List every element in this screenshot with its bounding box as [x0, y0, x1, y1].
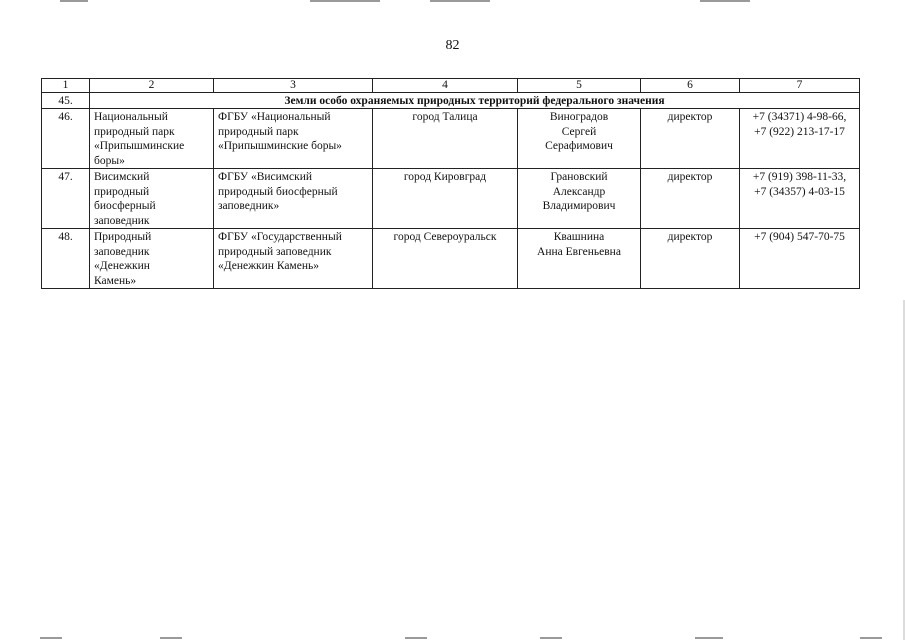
head-name-line: Анна Евгеньевна — [537, 245, 621, 258]
phone-numbers-line: +7 (919) 398-11-33, — [752, 171, 847, 183]
scan-artifact — [60, 0, 88, 2]
protected-areas-table — [41, 78, 860, 289]
scan-artifact — [430, 0, 490, 2]
organization-name-line: природный парк — [218, 125, 299, 138]
position: директор — [641, 229, 740, 289]
scan-artifact — [860, 637, 882, 639]
column-number: 5 — [518, 79, 641, 93]
column-number: 3 — [214, 79, 373, 93]
phone-numbers-line: +7 (922) 213-17-17 — [754, 125, 845, 138]
organization-name — [214, 109, 373, 169]
column-number: 7 — [740, 79, 860, 93]
location: город Североуральск — [373, 229, 518, 289]
head-name — [518, 229, 641, 289]
scan-artifact — [310, 0, 380, 2]
organization-name-line: заповедник» — [218, 200, 280, 212]
organization-name-line: ФГБУ «Государственный — [218, 231, 342, 243]
phone-numbers-line: +7 (34371) 4-98-66, — [752, 111, 847, 123]
section-row — [42, 93, 860, 109]
area-name-line: биосферный — [94, 200, 156, 212]
column-number: 2 — [90, 79, 214, 93]
head-name-line: Серафимович — [545, 140, 613, 152]
organization-name — [214, 169, 373, 229]
head-name-line: Виноградов — [549, 111, 609, 123]
section-number: 45. — [42, 93, 90, 109]
row-number: 47. — [42, 169, 90, 229]
area-name-line: природный — [94, 185, 150, 198]
area-name-line: природный парк — [94, 125, 175, 138]
organization-name-line: «Припышминские боры» — [218, 140, 342, 152]
phone-numbers-line: +7 (34357) 4-03-15 — [754, 185, 845, 198]
phone-numbers — [740, 229, 860, 289]
location: город Кировград — [373, 169, 518, 229]
organization-name — [214, 229, 373, 289]
position: директор — [641, 169, 740, 229]
area-name-line: заповедник — [94, 245, 150, 258]
organization-name-line: природный биосферный — [218, 185, 338, 198]
column-number: 6 — [641, 79, 740, 93]
column-number: 1 — [42, 79, 90, 93]
position: директор — [641, 109, 740, 169]
row-number: 46. — [42, 109, 90, 169]
table-body — [42, 109, 860, 289]
phone-numbers — [740, 109, 860, 169]
area-name-line: заповедник — [94, 214, 150, 227]
row-number: 48. — [42, 229, 90, 289]
head-name — [518, 109, 641, 169]
area-name-line: боры» — [94, 154, 125, 167]
area-name-line: Висимский — [94, 171, 150, 183]
head-name — [518, 169, 641, 229]
table-row — [42, 169, 860, 229]
phone-numbers — [740, 169, 860, 229]
head-name-line: Сергей — [561, 125, 597, 138]
section-title: Земли особо охраняемых природных территорий федерального значения — [90, 93, 860, 109]
head-name-line: Владимирович — [542, 200, 616, 212]
table-row — [42, 109, 860, 169]
area-name-line: «Денежкин — [94, 260, 150, 272]
scan-artifact — [695, 637, 723, 639]
scan-artifact — [700, 0, 750, 2]
area-name — [90, 229, 214, 289]
area-name-line: Национальный — [94, 111, 168, 123]
table-row — [42, 229, 860, 289]
area-name — [90, 109, 214, 169]
head-name-line: Грановский — [550, 171, 608, 183]
area-name-line: Природный — [94, 231, 152, 243]
organization-name-line: «Денежкин Камень» — [218, 260, 319, 272]
head-name-line: Александр — [552, 185, 606, 198]
area-name-line: Камень» — [94, 274, 137, 287]
area-name — [90, 169, 214, 229]
page-number: 82 — [445, 38, 460, 53]
scan-artifact — [160, 637, 182, 639]
organization-name-line: ФГБУ «Национальный — [218, 111, 331, 123]
column-number: 4 — [373, 79, 518, 93]
phone-numbers-line: +7 (904) 547-70-75 — [754, 231, 845, 243]
head-name-line: Квашнина — [553, 231, 605, 243]
area-name-line: «Припышминские — [94, 140, 185, 152]
column-number-row — [42, 79, 860, 93]
location: город Талица — [373, 109, 518, 169]
scan-artifact — [540, 637, 562, 639]
organization-name-line: природный заповедник — [218, 245, 332, 258]
organization-name-line: ФГБУ «Висимский — [218, 171, 313, 183]
scan-artifact — [40, 637, 62, 639]
scan-artifact — [405, 637, 427, 639]
